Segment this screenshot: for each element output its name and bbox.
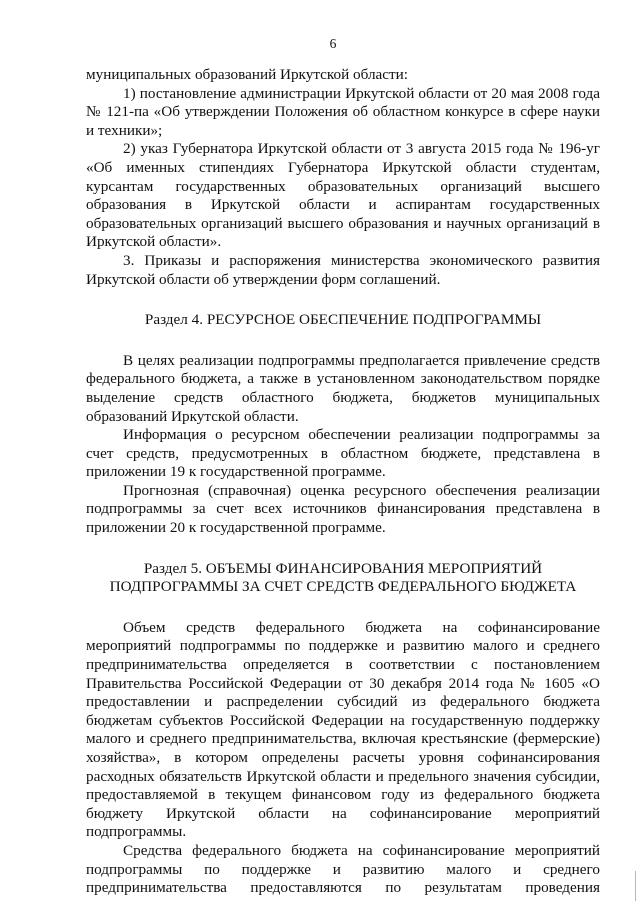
spacer <box>86 330 600 352</box>
paragraph-federal-funding: Объем средств федерального бюджета на софинансирование мероприятий подпрограммы по поддержке и развитию малого и среднего предпринимательства определяется в соответствии с постановлением Правительства Российской Федерации от 30 декабря 2014 года № 1605 «О предоставлении и распределении субсидий из федерального бюджета бюджетам субъектов Российской Федерации на государственную поддержку малого и среднего предпринимательства, включая крестьянские (фермерские) хозяйства», в котором определены расчеты уровня софинансирования расходных обязательств Иркутской области и предельного значения субсидии, предоставляемой в текущем финансовом году из федерального бюджета бюджету Иркутской области на софинансирование мероприятий подпрограммы. <box>86 618 600 841</box>
scan-edge-mark <box>629 871 636 901</box>
paragraph-resources-3: Прогнозная (справочная) оценка ресурсного обеспечения реализации подпрограммы за счет всех источников финансирования представлена в приложении 20 к государственной программе. <box>86 481 600 537</box>
paragraph-list-item-1: 1) постановление администрации Иркутской области от 20 мая 2008 года № 121-па «Об утверждении Положения об областном конкурсе в сфере науки и техники»; <box>86 84 600 139</box>
spacer <box>86 538 600 560</box>
paragraph-list-item-2: 2) указ Губернатора Иркутской области от 3 августа 2015 года № 196-уг «Об именных стипендиях Губернатора Иркутской области студентам, курсантам государственных образовательных организаций высшего образования в Иркутской области и аспирантам государственных образовательных организаций высшего образования и научных организаций в Иркутской области». <box>86 140 600 251</box>
paragraph-item-3: 3. Приказы и распоряжения министерства экономического развития Иркутской области об утверждении форм соглашений. <box>86 251 600 288</box>
section-heading-4-line: Раздел 4. РЕСУРСНОЕ ОБЕСПЕЧЕНИЕ ПОДПРОГРАММЫ <box>144 311 542 329</box>
page-number: 6 <box>329 36 337 51</box>
spacer <box>86 597 600 619</box>
paragraph-resources-1: В целях реализации подпрограммы предполагается привлечение средств федерального бюджета, а также в установленном законодательством порядке выделение средств областного бюджета, бюджетов муниципальных образований Иркутской области. <box>86 351 600 425</box>
section-heading-5-line-1: Раздел 5. ОБЪЕМЫ ФИНАНСИРОВАНИЯ МЕРОПРИЯТИЙ <box>143 559 543 577</box>
section-heading-5-line-2: ПОДПРОГРАММЫ ЗА СЧЕТ СРЕДСТВ ФЕДЕРАЛЬНОГО БЮДЖЕТА <box>109 578 577 596</box>
paragraph-continuation: муниципальных образований Иркутской области: <box>86 66 408 83</box>
section-heading-4 <box>86 311 600 330</box>
paragraph-federal-cofinancing: Средства федерального бюджета на софинансирование мероприятий подпрограммы по поддержке и развитию малого и среднего предпринимательства предоставляются по результатам проведения <box>86 841 600 897</box>
paragraph-resources-2: Информация о ресурсном обеспечении реализации подпрограммы за счет средств, предусмотренных в областном бюджете, представлена в приложении 19 к государственной программе. <box>86 426 600 481</box>
spacer <box>86 289 600 311</box>
section-heading-5 <box>86 560 600 597</box>
